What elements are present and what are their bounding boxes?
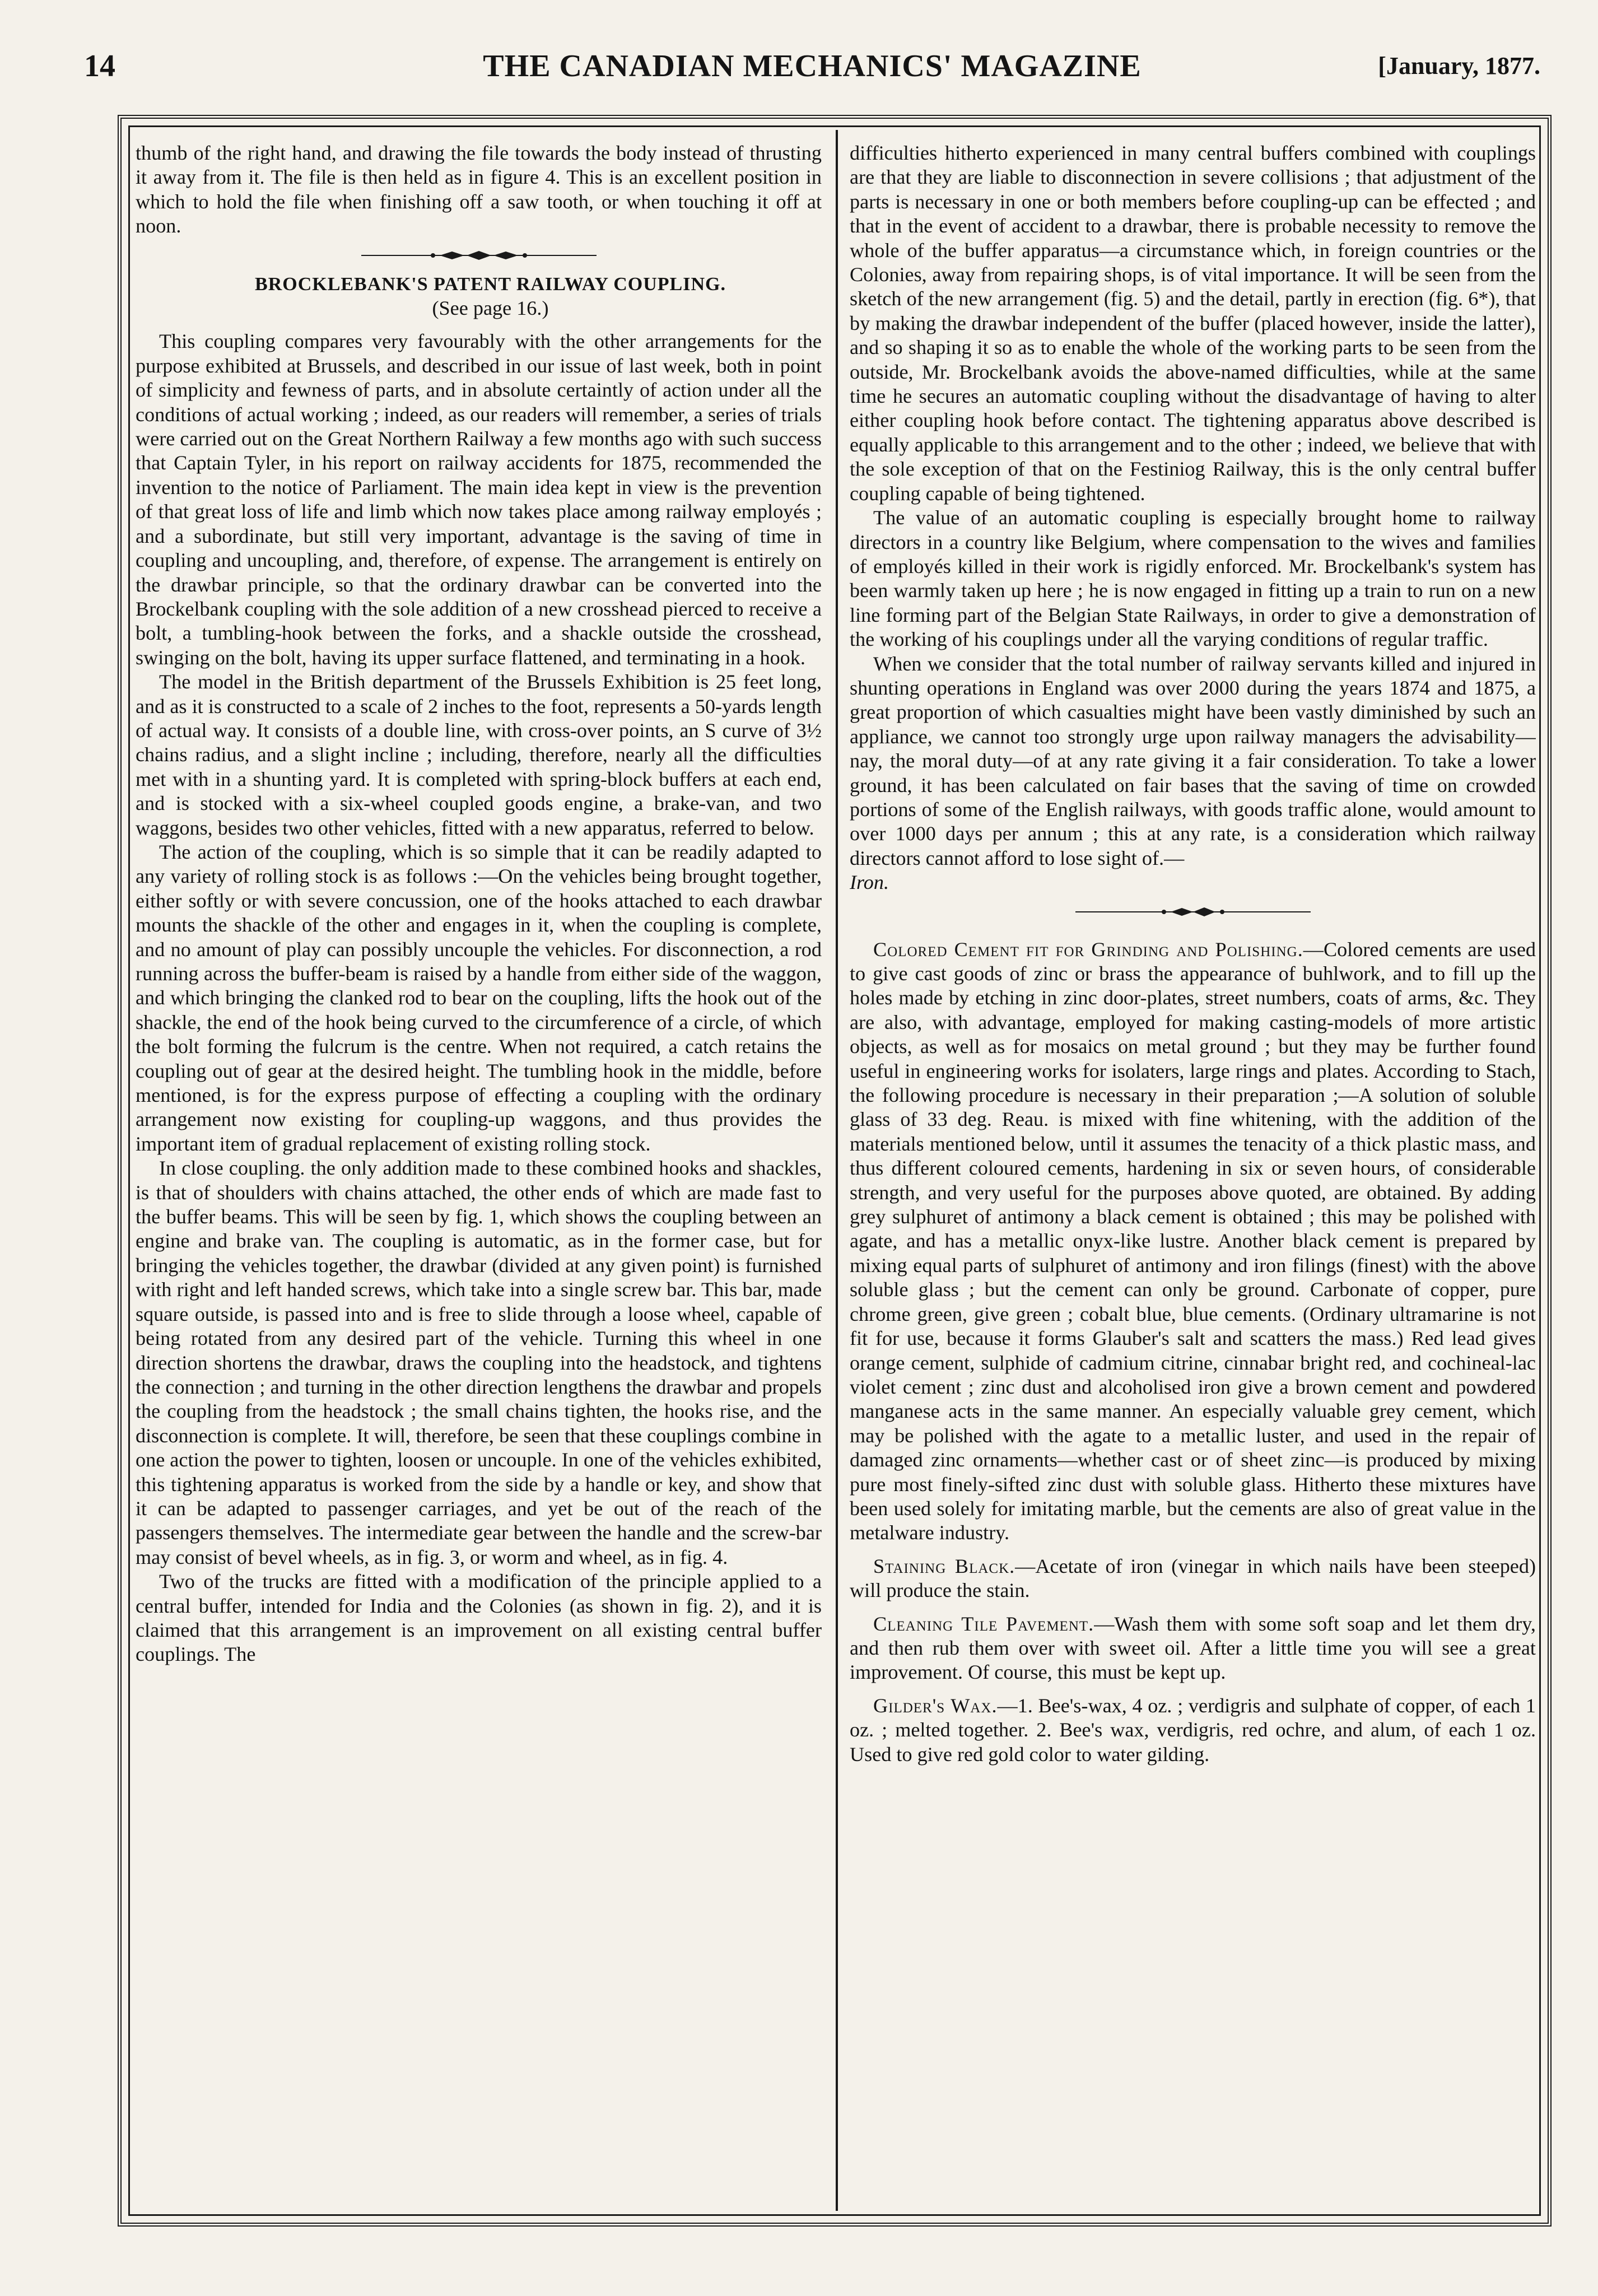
note-heading: Gilder's Wax. xyxy=(873,1694,998,1717)
article-paragraph: difficulties hitherto experienced in many central buffers combined with couplings are that they are liable to disconnection in severe collisions ; that adjustment of the parts is necessary in one or both members before coupling-up can be effected ; and that in the event of accident to a drawbar, there is probable necessity to remove the whole of the buffer apparatus—a circumstance which, in foreign countries or the Colonies, away from repairing shops, is of vital importance. It will be seen from the sketch of the new arrangement (fig. 5) and the detail, partly in erection (fig. 6*), that by making the drawbar independent of the buffer (placed however, inside the latter), and so shaping it so as to enable the whole of the working parts to be seen from the outside, Mr. Brockelbank avoids the above-named difficulties, while at the same time he secures an automatic coupling without the disadvantage of having to alter either coupling hook before contact. The tightening apparatus above described is equally applicable to this arrangement and to the other ; indeed, we believe that with the sole exception of that on the Festiniog Railway, this is the only central buffer coupling capable of being tightened. xyxy=(850,142,1536,505)
note-text: —Wash them with some soft soap and let them dry, and then rub them over with sweet oil. After a little time you will see a great improvement. Of course, this must be kept up. xyxy=(850,1612,1536,1684)
section-ornament xyxy=(850,895,1536,929)
page-header xyxy=(84,46,1540,85)
article-paragraph: Two of the trucks are fitted with a modification of the principle applied to a central buffer, intended for India and the Colonies (as shown in fig. 2), and it is claimed that this arrangement is an improvement on all existing central buffer couplings. The xyxy=(136,1570,822,1666)
see-page-note: (See page 16.) xyxy=(432,297,549,320)
article-paragraph: In close coupling. the only addition made to these combined hooks and shackles, is that of shoulders with chains attached, the other ends of which are made fast to the buffer beams. This will be seen by fig. 1, which shows the coupling between an engine and brake van. The coupling is automatic, as in the former case, but for bringing the vehicles together, the drawbar (divided at any given point) is furnished with right and left handed screws, which take into a single screw bar. This bar, made square outside, is passed into and is free to slide through a loose wheel, capable of being rotated from any desired part of the vehicle. Turning this wheel in one direction shortens the drawbar, draws the coupling into the headstock, and tightens the connection ; and turning in the other direction lengthens the drawbar and propels the coupling from the headstock ; the small chains tighten, the hooks rise, and the disconnection is complete. It will, therefore, be seen that these couplings combine in one action the power to tighten, loosen or uncouple. In one of the vehicles exhibited, this tightening apparatus is worked from the side by a handle or key, and show that it can be adapted to passenger carriages, and yet be out of the reach of the passengers themselves. The intermediate gear between the handle and the screw-bar may consist of bevel wheels, as in fig. 3, or worm and wheel, as in fig. 4. xyxy=(136,1157,822,1568)
article-paragraph: The value of an automatic coupling is especially brought home to railway directors in a country like Belgium, where compensation to the wives and families of employés killed in their work is rigidly enforced. Mr. Brockelbank's system has been warmly taken up here ; he is now engaged in fitting up a train to run on a new line forming part of the Belgian State Railways, in order to give a demonstration of the working of his couplings under all the varying conditions of regular traffic. xyxy=(850,506,1536,651)
ornament-divider-icon xyxy=(361,249,597,262)
note-item xyxy=(850,938,1536,1545)
page-number: 14 xyxy=(84,49,115,83)
masthead-title: THE CANADIAN MECHANICS' MAGAZINE xyxy=(483,49,1142,83)
note-text: —Colored cements are used to give cast goods of zinc or brass the appearance of buhlwork, and to fill up the holes made by etching in zinc door-plates, street numbers, coats of arms, &c. They are also, with advantage, employed for making casting-models of more artistic objects, as well as for mosaics on metal ground ; but they may be further found useful in engineering works for isolaters, large rings and plates. According to Stach, the following procedure is necessary in their preparation ;—A solution of soluble glass of 33 deg. Reau. is mixed with fine whitening, with the addition of the materials mentioned below, until it assumes the tenacity of a thick plastic mass, and thus different coloured cements, hardening in six or seven hours, of considerable strength, and very useful for the purposes above quoted, are obtained. By adding grey sulphuret of antimony a black cement is obtained ; this may be polished with agate, and has a metallic onyx-like lustre. Another black cement is prepared by mixing equal parts of sulphuret of antimony and iron filings (finest) with the above soluble glass ; but the cement can only be ground. Carbonate of copper, pure chrome green, give green ; cobalt blue, blue cements. (Ordinary ultramarine is not fit for use, because it forms Glauber's salt and scatters the mass.) Red lead gives orange cement, sulphide of cadmium citrine, cinnabar bright red, and cochineal-lac violet cement ; zinc dust and alcoholised iron give a brown cement and powdered manganese acts in the same manner. An especially valuable grey cement, which may be polished with the agate to a metallic luster, and used in the repair of damaged zinc ornaments—whether cast or of sheet zinc—is produced by mixing pure most finely-sifted zinc dust with soluble glass. Hitherto these mixtures have been used solely for imitating marble, but the cements are also of great value in the metalware industry. xyxy=(850,938,1536,1544)
note-item xyxy=(850,1554,1536,1603)
note-item xyxy=(850,1612,1536,1685)
note-heading: Cleaning Tile Pavement. xyxy=(873,1612,1094,1635)
note-item xyxy=(850,1694,1536,1767)
article-paragraph: The action of the coupling, which is so simple that it can be readily adapted to any variety of rolling stock is as follows :—On the vehicles being brought together, either softly or with severe concussion, one of the hooks attached to each drawbar mounts the shackle of the other and engages in it, when the coupling is complete, and no amount of play can possibly uncouple the vehicles. For disconnection, a rod running across the buffer-beam is raised by a handle from either side of the waggon, and which bringing the clanked rod to bear on the coupling, lifts the hook out of the shackle, the end of the hook being curved to the circumference of a circle, of which the bolt forming the fulcrum is the centre. When not required, a catch retains the coupling out of gear at the desired height. The tumbling hook in the middle, before mentioned, is for the express purpose of effecting a coupling with the ordinary arrangement now existing for coupling-up waggons, and thus provides the important item of gradual replacement of existing rolling stock. xyxy=(136,840,822,1155)
right-column xyxy=(850,141,1536,2208)
ornament-divider-icon xyxy=(1075,905,1311,919)
column-divider xyxy=(836,130,838,2211)
section-ornament xyxy=(136,239,822,272)
note-text: —1. Bee's-wax, 4 oz. ; verdigris and sulphate of copper, of each 1 oz. ; melted together. 2. Bee's wax, verdigris, red ochre, and alum, of each 1 oz. Used to give red gold color to water gilding. xyxy=(850,1694,1536,1766)
article-title: BROCKLEBANK'S PATENT RAILWAY COUPLING. xyxy=(255,273,726,295)
note-heading: Staining Black. xyxy=(873,1554,1015,1577)
continued-paragraph: thumb of the right hand, and drawing the file towards the body instead of thrusting it away from it. The file is then held as in figure 4. This is an excellent position in which to hold the file when finishing off a saw tooth, or when touching it off at noon. xyxy=(136,142,822,237)
source-credit: Iron. xyxy=(850,871,889,894)
issue-date: [January, 1877. xyxy=(1378,52,1540,80)
article-paragraph: When we consider that the total number of railway servants killed and injured in shunting operations in England was over 2000 during the years 1874 and 1875, a great proportion of which casualties might have been vastly diminished by such an appliance, we cannot too strongly urge upon railway managers the advisability—nay, the moral duty—of at any rate giving it a fair consideration. To take a lower ground, it has been calculated on fair bases that the saving of time on crowded portions of some of the English railways, with goods traffic alone, would amount to over 1000 days per annum ; this at any rate, is a consideration which railway directors cannot afford to lose sight of.— xyxy=(850,652,1536,869)
note-heading: Colored Cement fit for Grinding and Polishing. xyxy=(873,938,1303,961)
page-border xyxy=(118,115,1552,2227)
article-paragraph: The model in the British department of the Brussels Exhibition is 25 feet long, and as it is constructed to a scale of 2 inches to the foot, represents a 50-yards length of actual way. It consists of a double line, with cross-over points, an S curve of 3½ chains radius, and a slight incline ; including, therefore, nearly all the difficulties met with in a shunting yard. It is completed with spring-block buffers at each end, and is stocked with a six-wheel coupled goods engine, a brake-van, and two waggons, besides two other vehicles, fitted with a new apparatus, referred to below. xyxy=(136,670,822,839)
left-column xyxy=(136,141,822,2208)
article-paragraph xyxy=(850,870,1536,895)
note-text: —Acetate of iron (vinegar in which nails have been steeped) will produce the stain. xyxy=(850,1554,1536,1602)
article-paragraph: This coupling compares very favourably with the other arrangements for the purpose exhibited at Brussels, and described in our issue of last week, both in point of simplicity and fewness of parts, and in absolute certaintly of action under all the conditions of actual working ; indeed, as our readers will remember, a series of trials were carried out on the Great Northern Railway a few months ago with such success that Captain Tyler, in his report on railway accidents for 1875, recommended the invention to the notice of Parliament. The main idea kept in view is the prevention of that great loss of life and limb which now takes place among railway employés ; and a subordinate, but still very important, advantage is the saving of time in coupling and uncoupling, and, therefore, of expense. The arrangement is entirely on the drawbar principle, so that the ordinary drawbar can be converted into the Brockelbank coupling with the sole addition of a new crosshead pierced to receive a bolt, a tumbling-hook between the forks, and a shackle outside the crosshead, swinging on the bolt, having its upper surface flattened, and terminating in a hook. xyxy=(136,330,822,669)
